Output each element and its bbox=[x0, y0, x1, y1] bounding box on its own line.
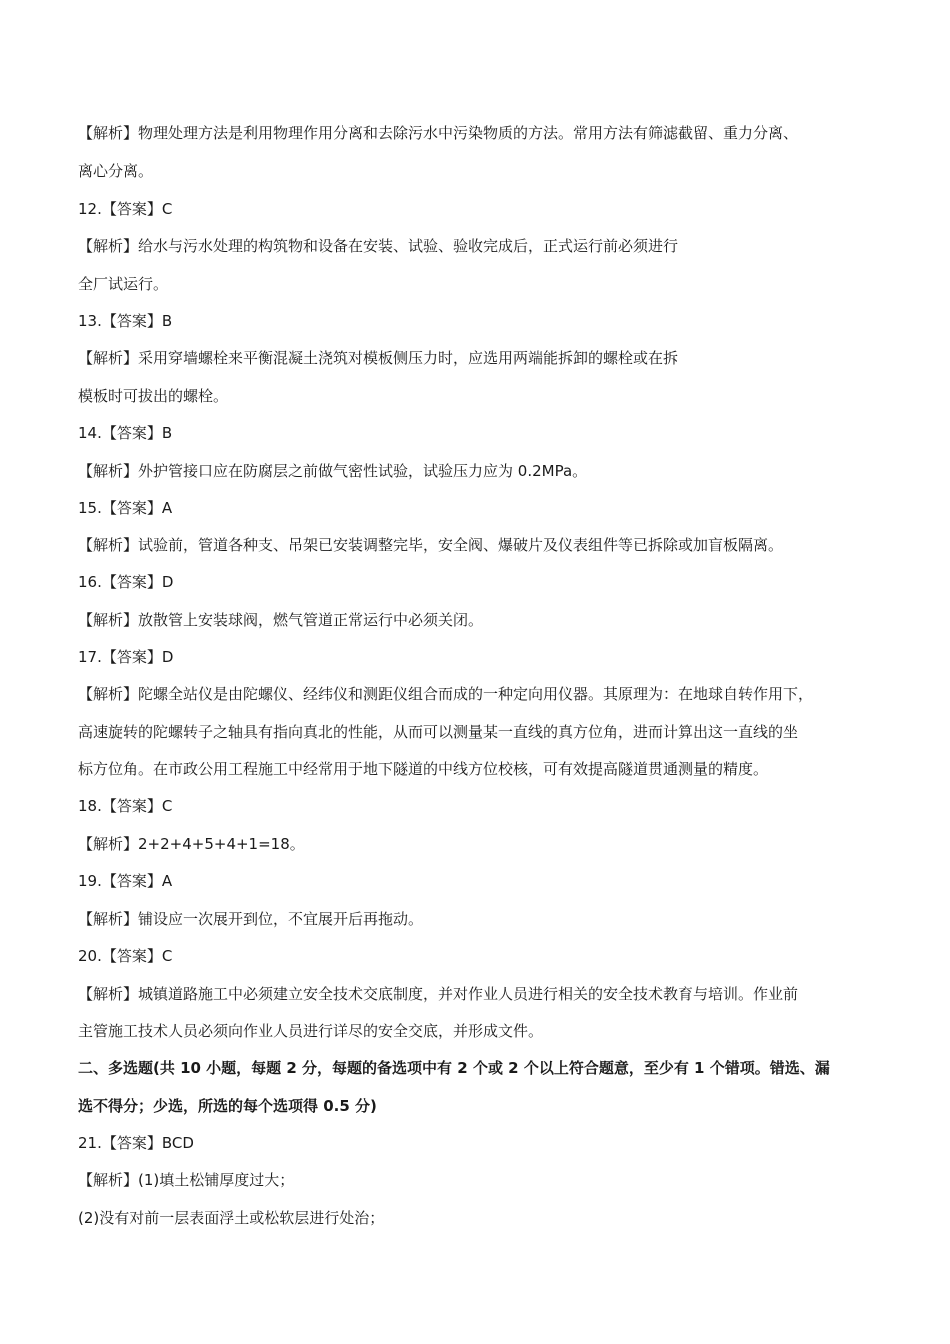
analysis-line: 【解析】城镇道路施工中必须建立安全技术交底制度，并对作业人员进行相关的安全技术教育与培训。作业前 bbox=[78, 985, 799, 1003]
analysis-line: 【解析】铺设应一次展开到位，不宜展开后再拖动。 bbox=[78, 910, 424, 928]
section-heading-cont: 选不得分；少选，所选的每个选项得 0.5 分) bbox=[78, 1097, 377, 1115]
analysis-line: 离心分离。 bbox=[78, 162, 154, 180]
analysis-line: 标方位角。在市政公用工程施工中经常用于地下隧道的中线方位校核，可有效提高隧道贯通测量的精度。 bbox=[78, 760, 769, 778]
analysis-line: 【解析】采用穿墙螺栓来平衡混凝土浇筑对模板侧压力时，应选用两端能拆卸的螺栓或在拆 bbox=[78, 349, 679, 367]
analysis-line: 【解析】放散管上安装球阀，燃气管道正常运行中必须关闭。 bbox=[78, 611, 484, 629]
analysis-line: 【解析】2+2+4+5+4+1=18。 bbox=[78, 835, 305, 853]
analysis-line: 【解析】试验前，管道各种支、吊架已安装调整完毕，安全阀、爆破片及仪表组件等已拆除或加盲板隔离。 bbox=[78, 536, 784, 554]
analysis-line: 高速旋转的陀螺转子之轴具有指向真北的性能，从而可以测量某一直线的真方位角，进而计算出这一直线的坐 bbox=[78, 723, 799, 741]
answer-line-14: 14.【答案】B bbox=[78, 424, 173, 442]
answer-line-15: 15.【答案】A bbox=[78, 499, 173, 517]
analysis-line: 全厂试运行。 bbox=[78, 275, 169, 293]
answer-line-12: 12.【答案】C bbox=[78, 200, 173, 218]
analysis-line: 模板时可拔出的螺栓。 bbox=[78, 387, 229, 405]
analysis-line: (2)没有对前一层表面浮土或松软层进行处治； bbox=[78, 1209, 385, 1227]
analysis-line: 【解析】物理处理方法是利用物理作用分离和去除污水中污染物质的方法。常用方法有筛滤截留、重力分离、 bbox=[78, 124, 799, 142]
answer-line-16: 16.【答案】D bbox=[78, 573, 174, 591]
analysis-line: 【解析】陀螺全站仪是由陀螺仪、经纬仪和测距仪组合而成的一种定向用仪器。其原理为：在地球自转作用下， bbox=[78, 685, 814, 703]
analysis-line: 主管施工技术人员必须向作业人员进行详尽的安全交底，并形成文件。 bbox=[78, 1022, 544, 1040]
answer-line-18: 18.【答案】C bbox=[78, 797, 173, 815]
answer-line-21: 21.【答案】BCD bbox=[78, 1134, 194, 1152]
analysis-line: 【解析】给水与污水处理的构筑物和设备在安装、试验、验收完成后，正式运行前必须进行 bbox=[78, 237, 679, 255]
answer-line-17: 17.【答案】D bbox=[78, 648, 174, 666]
answer-line-13: 13.【答案】B bbox=[78, 312, 173, 330]
section-heading: 二、多选题(共 10 小题，每题 2 分，每题的备选项中有 2 个或 2 个以上符合题意，至少有 1 个错项。错选、漏 bbox=[78, 1059, 830, 1077]
answer-line-19: 19.【答案】A bbox=[78, 872, 173, 890]
answer-line-20: 20.【答案】C bbox=[78, 947, 173, 965]
analysis-line: 【解析】(1)填土松铺厚度过大； bbox=[78, 1171, 295, 1189]
analysis-line: 【解析】外护管接口应在防腐层之前做气密性试验，试验压力应为 0.2MPa。 bbox=[78, 462, 588, 480]
